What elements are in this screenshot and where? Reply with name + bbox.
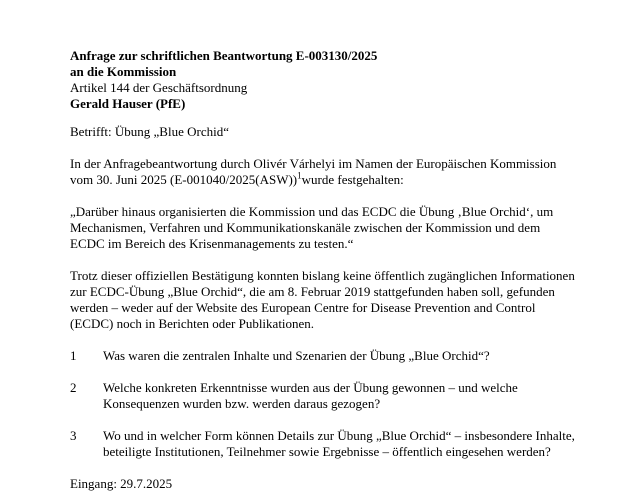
question-number: 1	[70, 348, 77, 363]
document-body	[70, 48, 575, 492]
rule-reference-line: Artikel 144 der Geschäftsordnung	[70, 80, 248, 95]
question-item-2	[70, 380, 575, 412]
document-header	[70, 48, 575, 112]
body-paragraph: Trotz dieser offiziellen Bestätigung konnten bislang keine öffentlich zugänglichen Informationen zur ECDC-Übung „Blue Orchid“, die am 8. Februar 2019 stattgefunden haben soll, gefunden werden – weder auf der Website des European Centre for Disease Prevention and Control (ECDC) noch in Berichten oder Publikationen.	[70, 268, 575, 331]
subject-line: Betrifft: Übung „Blue Orchid“	[70, 124, 229, 139]
intro-paragraph	[70, 156, 575, 188]
quote-paragraph: „Darüber hinaus organisierten die Kommission und das ECDC die Übung ‚Blue Orchid‘, um Mechanismen, Verfahren und Kommunikationskanäle zwischen der Kommission und dem ECDC im Bereich des Krisenmanagements zu testen.“	[70, 204, 554, 251]
addressee-line: an die Kommission	[70, 64, 177, 79]
document-title-line: Anfrage zur schriftlichen Beantwortung E-003130/2025	[70, 48, 378, 63]
question-item-1	[70, 348, 575, 364]
received-date-line: Eingang: 29.7.2025	[70, 476, 173, 491]
intro-text-after-footnote: wurde festgehalten:	[301, 172, 404, 187]
intro-text-before-footnote: In der Anfragebeantwortung durch Olivér Várhelyi im Namen der Europäischen Kommission vom 30. Juni 2025 (E-001040/2025(ASW))	[70, 156, 557, 187]
question-text: Was waren die zentralen Inhalte und Szenarien der Übung „Blue Orchid“?	[103, 348, 490, 363]
question-number: 2	[70, 380, 77, 395]
question-text: Wo und in welcher Form können Details zur Übung „Blue Orchid“ – insbesondere Inhalte, beteiligte Institutionen, Teilnehmer sowie Ergebnisse – öffentlich eingesehen werden?	[103, 428, 575, 459]
question-text: Welche konkreten Erkenntnisse wurden aus der Übung gewonnen – und welche Konsequenzen wurden bzw. werden daraus gezogen?	[103, 380, 518, 411]
question-number: 3	[70, 428, 77, 443]
author-line: Gerald Hauser (PfE)	[70, 96, 186, 111]
question-item-3	[70, 428, 575, 460]
footnote-marker: 1	[297, 170, 302, 181]
